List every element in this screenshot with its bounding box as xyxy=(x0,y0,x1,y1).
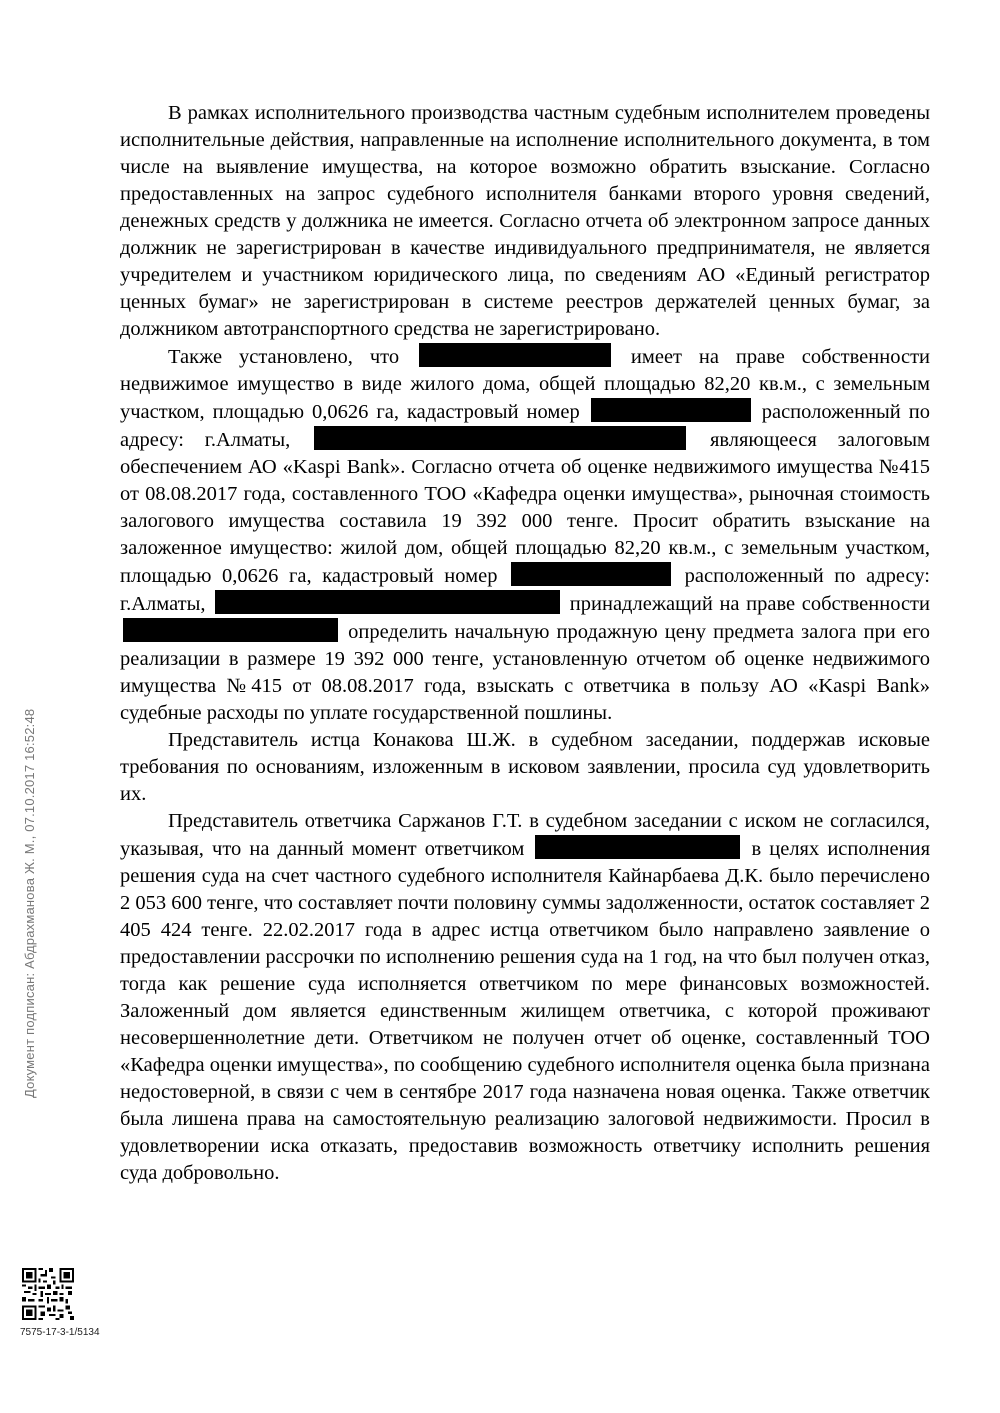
paragraph-text-segment: Также установлено, что xyxy=(168,346,400,368)
paragraph-text-segment: определить начальную продажную цену предмета залога при его реализации в размере 19 392 000 тенге, установленную отчетом об оценке недвижимого имущества №415 от 08.08.2017 года, взыскать с ответчика в пользу АО «Kaspi Bank» судебные расходы по уплате государственной пошлины. xyxy=(120,621,931,724)
redacted-address xyxy=(314,426,686,450)
document-code: 7575-17-3-1/5134 xyxy=(20,1327,100,1338)
paragraph-text-segment: расположенный по адресу: г.Алматы, xyxy=(120,401,931,451)
document-body xyxy=(120,100,930,1187)
paragraph-defendant-representative xyxy=(120,808,930,1187)
paragraph-text: В рамках исполнительного производства частным судебным исполнителем проведены исполнительные действия, направленные на исполнение исполнительного документа, в том числе на выявление имущества, на которое возможно обратить взыскание. Согласно предоставленных на запрос судебного исполнителя банками второго уровня сведений, денежных средств у должника не имеется. Согласно отчета об электронном запросе данных должник не зарегистрирован в качестве индивидуального предпринимателя, не является учредителем и участником юридического лица, по сведениям АО «Единый регистратор ценных бумаг» не зарегистрирован в системе реестров держателей ценных бумаг, за должником автотранспортного средства не зарегистрировано. xyxy=(120,102,930,340)
paragraph-text-segment: являющееся залоговым обеспечением АО «Kaspi Bank». Согласно отчета об оценке недвижимого имущества №415 от 08.08.2017 года, составленного ТОО «Кафедра оценки имущества», рыночная стоимость залогового имущества составила 19 392 000 тенге. Просит обратить взыскание на заложенное имущество: жилой дом, общей площадью 82,20 кв.м., с земельным участком, площадью 0,0626 га, кадастровый номер xyxy=(120,429,931,587)
redacted-debtor-name xyxy=(419,343,611,367)
paragraph-text-segment: в целях исполнения решения суда на счет частного судебного исполнителя Кайнарбаева Д.К. было перечислено 2 053 600 тенге, что составляет почти половину суммы задолженности, остаток составляет 2 405 424 тенге. 22.02.2017 года в адрес истца ответчиком было направлено заявление о предоставлении рассрочки по исполнению решения суда на 1 год, на что был получен отказ, тогда как решение суда исполняется ответчиком по мере финансовых возможностей. Заложенный дом является единственным жилищем ответчика, с которой проживают несовершеннолетние дети. Ответчиком не получен отчет об оценке, составленный ТОО «Кафедра оценки имущества», по сообщению судебного исполнителя оценка была признана недостоверной, в связи с чем в сентябре 2017 года назначена новая оценка. Также ответчик была лишена права на самостоятельную реализацию залоговой недвижимости. Просил в удовлетворении иска отказать, предоставив возможность ответчику исполнить решения суда добровольно. xyxy=(120,838,931,1184)
paragraph-text-segment: Представитель ответчика Саржанов Г.Т. в судебном заседании с иском не согласился, указывая, что на данный момент ответчиком xyxy=(120,810,930,860)
qr-code xyxy=(22,1268,74,1320)
paragraph-enforcement-actions xyxy=(120,100,930,343)
paragraph-plaintiff-representative xyxy=(120,727,930,808)
paragraph-text-segment: имеет на праве собственности недвижимое имущество в виде жилого дома, общей площадью 82,20 кв.м., с земельным участком, площадью 0,0626 га, кадастровый номер xyxy=(120,346,930,423)
redacted-owner-name xyxy=(123,618,338,642)
redacted-cadastral-number xyxy=(511,562,671,586)
paragraph-text: Представитель истца Конакова Ш.Ж. в судебном заседании, поддержав исковые требования по основаниям, изложенным в исковом заявлении, просила суд удовлетворить их. xyxy=(120,729,930,805)
paragraph-property-claim xyxy=(120,343,930,727)
digital-signature-note: Документ подписан: Абдрахманова Ж. М., 07.10.2017 16:52:48 xyxy=(22,708,37,1098)
paragraph-text-segment: расположенный по адресу: г.Алматы, xyxy=(120,565,930,615)
redacted-cadastral-number xyxy=(591,398,751,422)
paragraph-text-segment: принадлежащий на праве собственности xyxy=(569,593,930,615)
redacted-defendant-name xyxy=(535,835,740,859)
redacted-address xyxy=(215,590,560,614)
